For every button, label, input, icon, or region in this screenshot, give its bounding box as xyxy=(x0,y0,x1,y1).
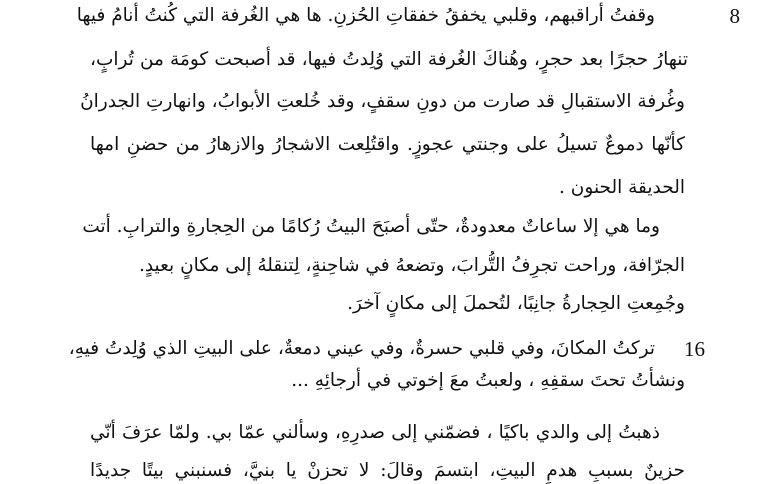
text-line-5: الحديقة الحنون . xyxy=(559,177,685,198)
text-line-12: حزينٌ بسببِ هدمِ البيتِ، ابتسمَ وقالَ: لا تحزنْ يا بنيَّ، فسنبني بيتًا جديدًا xyxy=(90,460,685,481)
text-line-6: وما هي إلا ساعاتٌ معدودةٌ، حتّى أصبَحَ البيتُ رُكامًا من الحِجارةِ والترابِ. أتت xyxy=(82,216,660,237)
text-line-10: ونشأتُ تحتَ سقفِهِ ، ولعبتُ معَ إخوتي في أرجائِهِ ... xyxy=(291,370,685,391)
text-line-3: وغُرفة الاستقبالِ قد صارت من دونِ سقفٍ، وقد خُلعتِ الأبوابُ، وانهارتِ الجدرانُ xyxy=(80,91,685,112)
text-line-4: كأنّها دموعٌ تسيلُ على وجنتي عجوزٍ. واقتُلِعت الاشجارُ والازهارُ من حضنِ امها xyxy=(90,134,685,155)
text-line-9: تركتُ المكانَ، وفي قلبي حسرةٌ، وفي عيني دمعةٌ، على البيتِ الذي وُلِدتُ فيهِ، xyxy=(68,338,655,359)
text-line-2: تنهارُ حجرًا بعد حجرٍ، وهُناكَ الغُرفة التي وُلِدتُ فيها، قد أصبحت كومَة من تُرابٍ، xyxy=(90,49,688,70)
line-number-16: 16 xyxy=(684,337,705,361)
text-line-11: ذهبتُ إلى والدي باكيًا ، فضمّني إلى صدرِهِ، وسألني عمّا بي. ولمّا عرَفَ أنّي xyxy=(90,422,660,443)
text-line-8: وجُمِعتِ الحِجارةُ جانِبًا، لتُحملَ إلى مكانٍ آخرَ. xyxy=(347,293,685,314)
line-number-8: 8 xyxy=(729,4,740,28)
text-line-1: وقفتُ أراقبهم، وقلبي يخفقُ خفقاتِ الحُزنِ. ها هي الغُرفة التي كُنتُ أنامُ فيها xyxy=(76,5,655,26)
text-line-7: الجرّافة، وراحت تجرِفُ التُّرابَ، وتضعهُ في شاحِنةٍ، لِتنقلهُ إلى مكانٍ بعيدٍ. xyxy=(138,255,685,276)
